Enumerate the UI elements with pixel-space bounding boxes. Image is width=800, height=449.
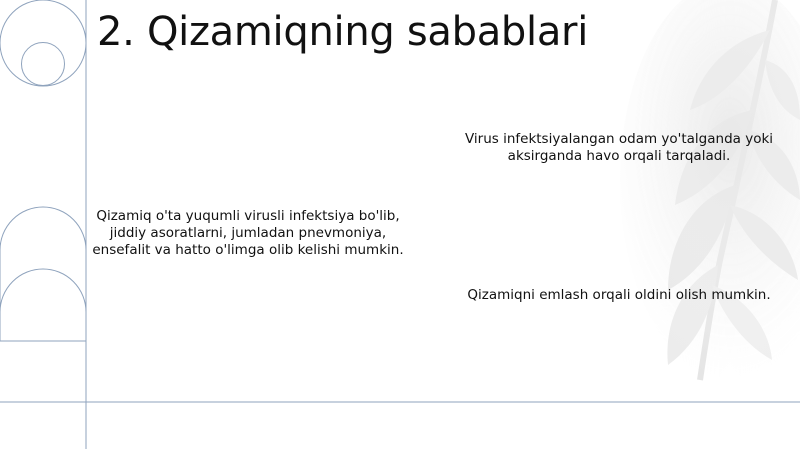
prevention-paragraph: Qizamiqni emlash orqali oldini olish mumkin. <box>467 287 771 303</box>
complications-paragraph: Qizamiq o'ta yuqumli virusli infektsiya bo'lib, jiddiy asoratlarni, jumladan pnevmoniya, ensefalit va hatto o'limga olib kelishi mumkin. <box>92 208 404 258</box>
slide-title: 2. Qizamiqning sabablari <box>97 9 589 55</box>
transmission-paragraph: Virus infektsiyalangan odam yo'talganda yoki aksirganda havo orqali tarqaladi. <box>464 131 774 164</box>
